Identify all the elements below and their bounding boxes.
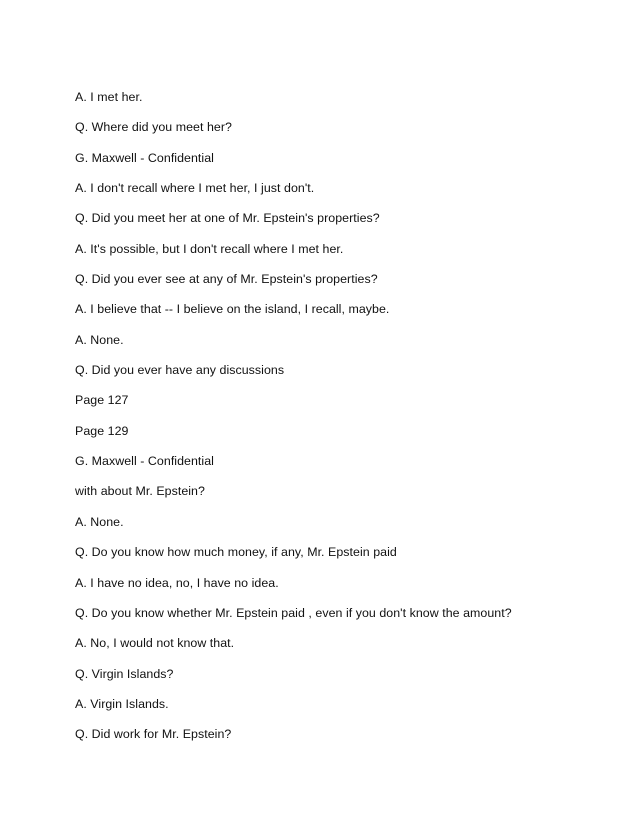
question-line: Q. Did work for Mr. Epstein? <box>75 727 232 742</box>
question-line: Q. Did you ever have any discussions <box>75 363 285 378</box>
confidential-header: G. Maxwell - Confidential <box>75 150 214 165</box>
question-line: Q. Where did you meet her? <box>75 120 232 135</box>
question-line: Q. Did you ever see at any of Mr. Epstein's properties? <box>75 272 378 287</box>
answer-line: A. It's possible, but I don't recall where I met her. <box>75 241 344 256</box>
answer-line: A. None. <box>75 332 124 347</box>
question-line: Q. Do you know whether Mr. Epstein paid , even if you don't know the amount? <box>75 605 512 620</box>
page-number: Page 127 <box>75 393 129 408</box>
page-number: Page 129 <box>75 423 129 438</box>
question-line: Q. Do you know how much money, if any, Mr. Epstein paid <box>75 545 397 560</box>
answer-line: A. I have no idea, no, I have no idea. <box>75 575 279 590</box>
question-line: Q. Virgin Islands? <box>75 666 174 681</box>
answer-line: A. I met her. <box>75 90 143 104</box>
confidential-header: G. Maxwell - Confidential <box>75 454 214 469</box>
answer-line: A. None. <box>75 514 124 529</box>
transcript-body <box>75 89 615 757</box>
answer-line: A. I believe that -- I believe on the island, I recall, maybe. <box>75 302 390 317</box>
continuation-line: with about Mr. Epstein? <box>75 484 205 499</box>
answer-line: A. Virgin Islands. <box>75 696 169 711</box>
answer-line: A. I don't recall where I met her, I just don't. <box>75 181 315 196</box>
answer-line: A. No, I would not know that. <box>75 636 235 651</box>
question-line: Q. Did you meet her at one of Mr. Epstein's properties? <box>75 211 380 226</box>
